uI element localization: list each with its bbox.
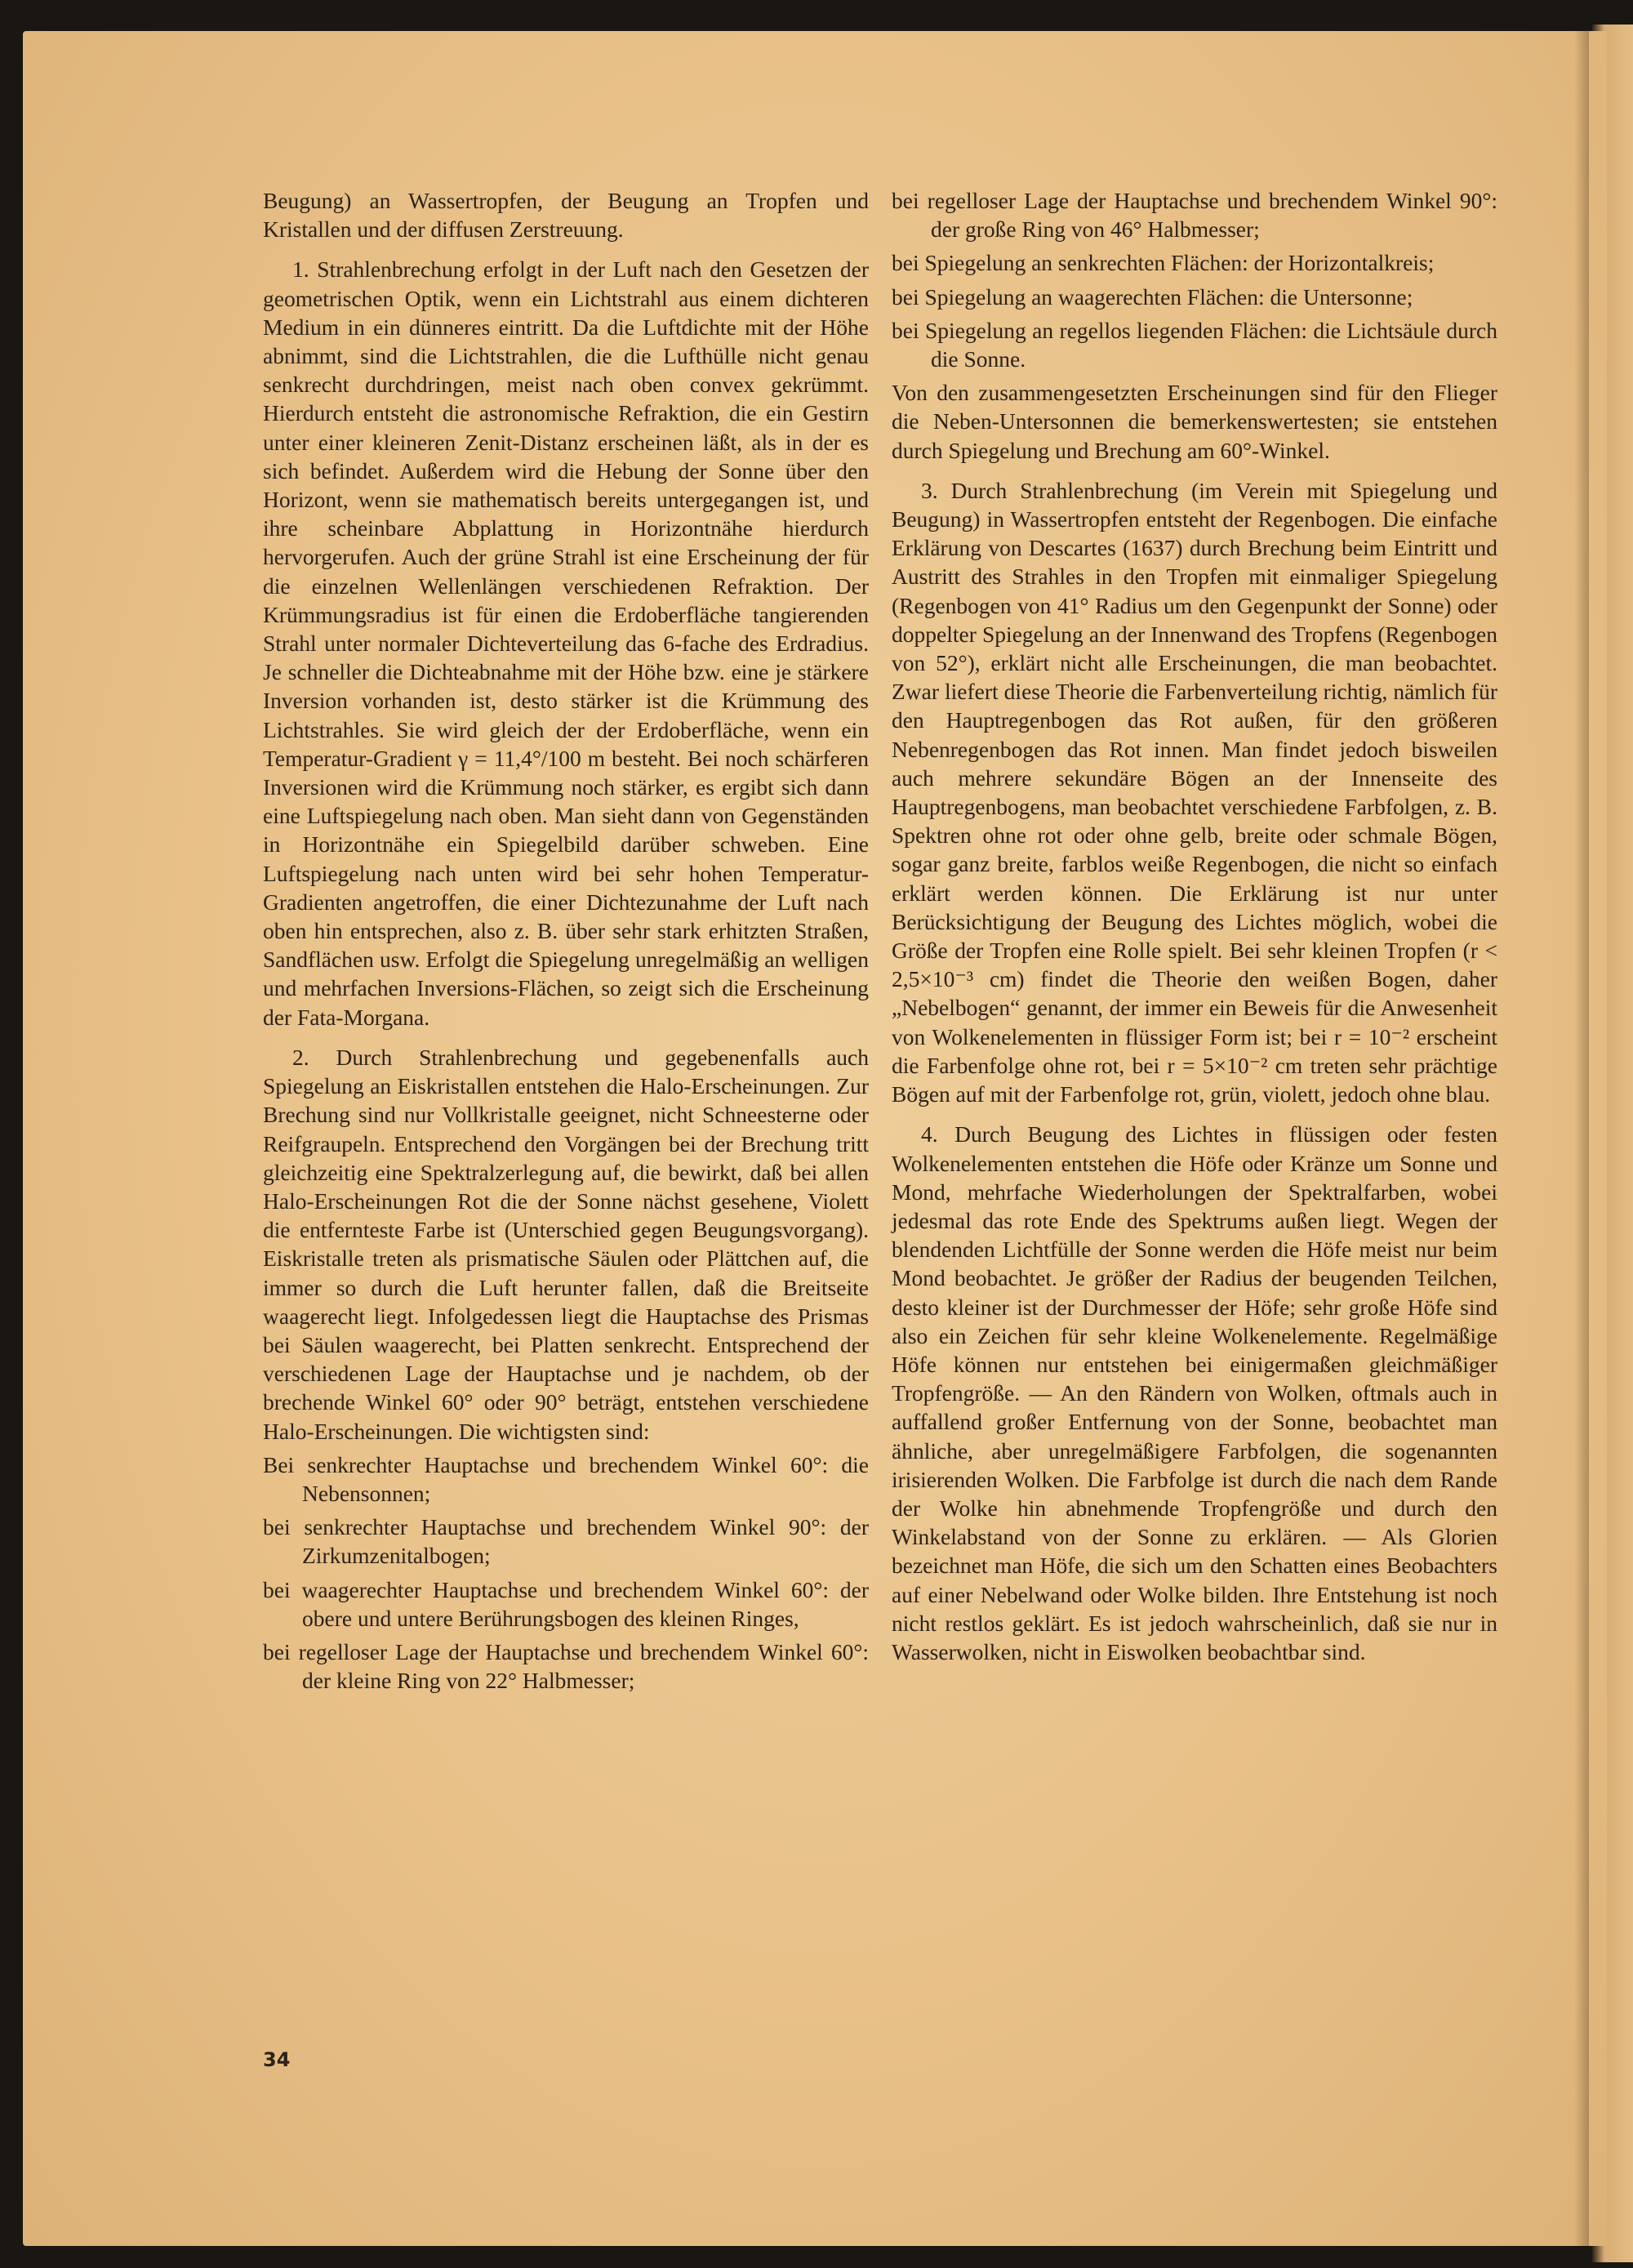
paragraph-hoefe: 4. Durch Beugung des Lichtes in flüssigen oder festen Wolkenelementen entstehen die Höfe oder Kränze um Sonne und Mond, mehrfache Wiederholungen der Spektralfarben, wobei jedesmal das rote Ende des Spektrums außen liegt. Wegen der blendenden Lichtfülle der Sonne werden die Höfe meist nur beim Mond beobachtet. Je größer der Radius der beugenden Teilchen, desto kleiner ist der Durchmesser der Höfe; sehr große Höfe sind also ein Zeichen für sehr kleine Wolkenelemente. Regelmäßige Höfe können nur entstehen bei einigermaßen gleichmäßiger Tropfengröße. — An den Rändern von Wolken, oftmals auch in auffallend großer Entfernung von der Sonne, beobachtet man ähnliche, aber unregelmäßigere Farbfolgen, die sogenannten irisierenden Wolken. Die Farbfolge ist durch die nach dem Rande der Wolke hin abnehmende Tropfengröße und durch den Winkelabstand von der Sonne zu erklären. — Als Glorien bezeichnet man Höfe, die sich um den Schatten eines Beobachters auf einer Nebelwand oder Wolke bilden. Ihre Entstehung ist noch nicht restlos geklärt. Es ist jedoch wahrscheinlich, daß sie nur in Wasserwolken, nicht in Eiswolken beobachtbar sind. xyxy=(892,1121,1497,1664)
list-item: Bei senkrechter Hauptachse und brechendem Winkel 60°: die Nebensonnen; xyxy=(263,1451,869,1506)
paragraph-halo: 2. Durch Strahlenbrechung und gegebenenfalls auch Spiegelung an Eiskristallen entstehen die Halo-Erscheinungen. Zur Brechung sind nur Vollkristalle geeignet, nicht Schneesterne oder Reifgraupeln. Entsprechend den Vorgängen bei der Brechung tritt gleichzeitig eine Spektralzerlegung auf, die bewirkt, daß bei allen Halo-Erscheinungen Rot die der Sonne nächst gesehene, Violett die entfernteste Farbe ist (Unterschied gegen Beugungsvorgang). Eiskristalle treten als prismatische Säulen oder Plättchen auf, die immer so durch die Luft herunter fallen, daß die Breitseite waagerecht liegt. Infolgedessen liegt die Hauptachse des Prismas bei Säulen waagerecht, bei Platten senkrecht. Entsprechend der verschiedenen Lage der Hauptachse und je nachdem, ob der brechende Winkel 60° oder 90° beträgt, entstehen verschiedene Halo-Erscheinungen. Die wichtigsten sind: xyxy=(263,1044,869,1444)
paragraph: Beugung) an Wassertropfen, der Beugung an Tropfen und Kristallen und der diffusen Zerstreuung. xyxy=(263,188,869,243)
left-column xyxy=(263,186,869,1695)
list-item: bei Spiegelung an waagerechten Flächen: die Untersonne; xyxy=(892,283,1413,310)
list-item: bei senkrechter Hauptachse und brechendem Winkel 90°: der Zirkumzenitalbogen; xyxy=(263,1514,869,1569)
list-item: bei regelloser Lage der Hauptachse und brechendem Winkel 60°: der kleine Ring von 22° Halbmesser; xyxy=(263,1638,869,1694)
binding-shadow xyxy=(1574,31,1589,2246)
list-item: bei Spiegelung an senkrechten Flächen: der Horizontalkreis; xyxy=(892,250,1435,276)
paragraph-strahlenbrechung: 1. Strahlenbrechung erfolgt in der Luft nach den Gesetzen der geometrischen Optik, wenn ein Lichtstrahl aus einem dichteren Medium in ein dünneres eintritt. Da die Luftdichte mit der Höhe abnimmt, sind die Lichtstrahlen, die die Lufthülle nicht genau senkrecht durchdringen, meist nach oben convex gekrümmt. Hierdurch entsteht die astronomische Refraktion, die ein Gestirn unter einer kleineren Zenit-Distanz erscheinen läßt, als in der es sich befindet. Außerdem wird die Hebung der Sonne über den Horizont, wenn sie mathematisch bereits untergegangen ist, und ihre scheinbare Abplattung in Horizontnähe hierdurch hervorgerufen. Auch der grüne Strahl ist eine Erscheinung der für die einzelnen Wellenlängen verschiedenen Refraktion. Der Krümmungsradius ist für einen die Erdoberfläche tangierenden Strahl unter normaler Dichteverteilung das 6-fache des Erdradius. Je schneller die Dichteabnahme mit der Höhe bzw. eine je stärkere Inversion vorhanden ist, desto stärker ist die Krümmung des Lichtstrahles. Sie wird gleich der der Erdoberfläche, wenn ein Temperatur-Gradient γ = 11,4°/100 m besteht. Bei noch schärferen Inversionen wird die Krümmung noch stärker, es ergibt sich dann eine Luftspiegelung nach oben. Man sieht dann von Gegenständen in Horizontnähe ein Spiegelbild darüber schweben. Eine Luftspiegelung nach unten wird bei sehr hohen Temperatur-Gradienten angetroffen, die einer Dichtezunahme der Luft nach oben hin entsprechen, also z. B. über sehr stark erhitzten Straßen, Sandflächen usw. Erfolgt die Spiegelung unregelmäßig an welligen und mehrfachen Inversions-Flächen, so zeigt sich die Erscheinung der Fata-Morgana. xyxy=(263,256,869,1030)
paragraph-regenbogen: 3. Durch Strahlenbrechung (im Verein mit Spiegelung und Beugung) in Wassertropfen entsteht der Regenbogen. Die einfache Erklärung von Descartes (1637) durch Brechung beim Eintritt und Austritt des Strahles in den Tropfen mit einmaliger Spiegelung (Regenbogen von 41° Radius um den Gegenpunkt der Sonne) oder doppelter Spiegelung an der Innenwand des Tropfens (Regenbogen von 52°), erklärt nicht alle Erscheinungen, die man beobachtet. Zwar liefert diese Theorie die Farbenverteilung richtig, nämlich für den Hauptregenbogen das Rot außen, für den größeren Nebenregenbogen das Rot innen. Man findet jedoch bisweilen auch mehrere sekundäre Bögen an der Innenseite des Hauptregenbogens, man beobachtet verschiedene Farbfolgen, z. B. Spektren ohne rot oder ohne gelb, breite oder schmale Bögen, sogar ganz breite, farblos weiße Regenbogen, die nicht so einfach erklärt werden können. Die Erklärung ist nur unter Berücksichtigung der Beugung des Lichtes möglich, wobei die Größe der Tropfen eine Rolle spielt. Bei sehr kleinen Tropfen (r < 2,5×10⁻³ cm) findet die Theorie den weißen Bogen, daher „Nebelbogen“ genannt, der immer ein Beweis für die Anwesenheit von Wolkenelementen in flüssiger Form ist; bei r = 10⁻² erscheint die Farbenfolge ohne rot, bei r = 5×10⁻² cm treten sehr prächtige Bögen auf mit der Farbenfolge rot, grün, violett, jedoch ohne blau. xyxy=(892,477,1497,1107)
list-item: bei waagerechter Hauptachse und brechendem Winkel 60°: der obere und untere Berührungsbogen des kleinen Ringes, xyxy=(263,1576,869,1631)
right-column xyxy=(892,186,1497,1666)
list-item: bei regelloser Lage der Hauptachse und brechendem Winkel 90°: der große Ring von 46° Halbmesser; xyxy=(892,188,1497,243)
page-number: 34 xyxy=(263,2048,291,2071)
list-item: bei Spiegelung an regellos liegenden Flächen: die Lichtsäule durch die Sonne. xyxy=(892,317,1497,372)
paragraph: Von den zusammengesetzten Erscheinungen sind für den Flieger die Neben-Untersonnen die bemerkenswertesten; sie entstehen durch Spiegelung und Brechung am 60°-Winkel. xyxy=(892,380,1497,463)
